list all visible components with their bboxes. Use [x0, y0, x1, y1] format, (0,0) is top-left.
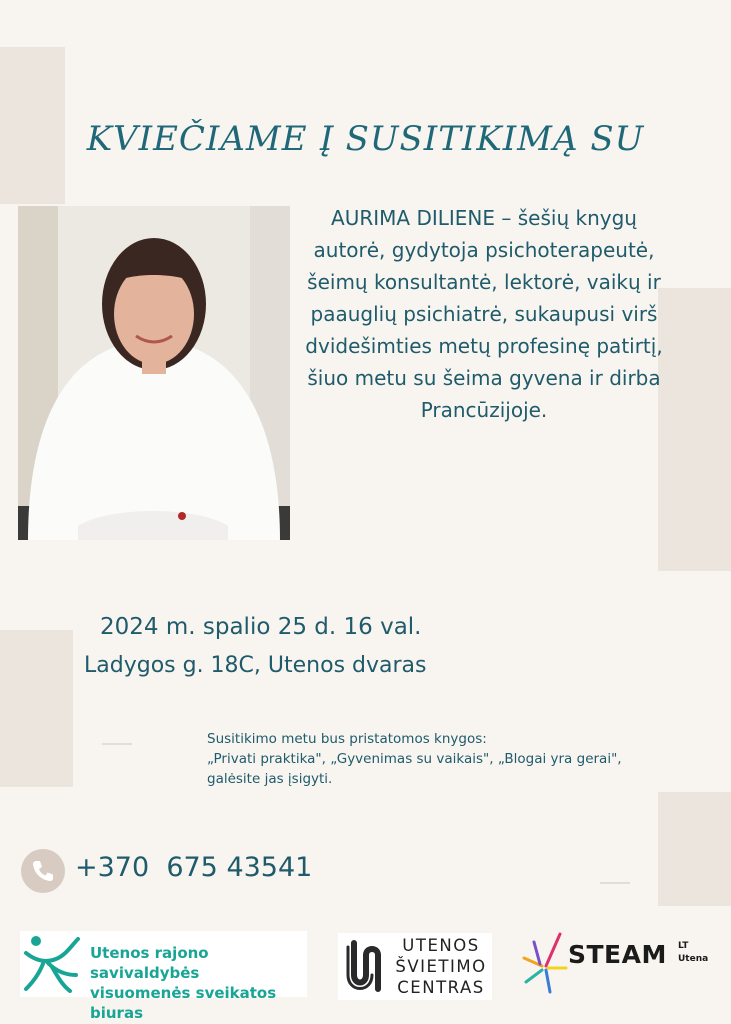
- books-info-line-1: Susitikimo metu bus pristatomos knygos:: [207, 731, 487, 747]
- health-bureau-logo: [20, 931, 307, 1022]
- health-bureau-line-2: visuomenės sveikatos biuras: [90, 984, 277, 1022]
- education-center-line-3: CENTRAS: [397, 978, 485, 997]
- books-info: [207, 729, 707, 789]
- steam-burst-icon: [520, 930, 570, 998]
- phone-icon: [21, 849, 65, 893]
- books-info-line-2: „Privati praktika", „Gyvenimas su vaikais", „Blogai yra gerai",: [207, 751, 622, 767]
- steam-logo: [520, 930, 720, 998]
- deco-block-left-lower: [0, 630, 73, 787]
- steam-lt: LT: [678, 941, 689, 951]
- phone-number[interactable]: +370 675 43541: [75, 852, 313, 883]
- health-bureau-text: [90, 943, 307, 1023]
- education-center-text: [394, 935, 488, 998]
- books-info-line-3: galėsite jas įsigyti.: [207, 771, 333, 787]
- education-center-logo: [338, 933, 492, 1000]
- steam-wordmark: STEAM: [568, 940, 667, 969]
- event-location: Ladygos g. 18C, Utenos dvaras: [84, 653, 427, 678]
- education-center-emblem-icon: [340, 933, 392, 1000]
- deco-dash-right: [600, 882, 630, 884]
- deco-block-right-lower: [658, 792, 731, 906]
- speaker-photo: [18, 206, 290, 540]
- health-bureau-line-1: Utenos rajono savivaldybės: [90, 944, 209, 982]
- health-bureau-emblem-icon: [22, 931, 82, 997]
- education-center-line-1: UTENOS: [402, 936, 480, 955]
- steam-city: Utena: [678, 954, 709, 964]
- speaker-bio: AURIMA DILIENE – šešių knygų autorė, gydytoja psichoterapeutė, šeimų konsultantė, lektorė, vaikų ir paauglių psichiatrė, sukaupusi virš dvidešimties metų profesinę patirtį, šiuo metu su šeima gyvena ir dirba Prancūzijoje.: [305, 206, 663, 422]
- event-date-time: 2024 m. spalio 25 d. 16 val.: [100, 614, 422, 640]
- education-center-line-2: ŠVIETIMO: [395, 957, 487, 976]
- deco-dash-left: [102, 743, 132, 745]
- page-title: KVIEČIAME Į SUSITIKIMĄ SU: [86, 118, 645, 159]
